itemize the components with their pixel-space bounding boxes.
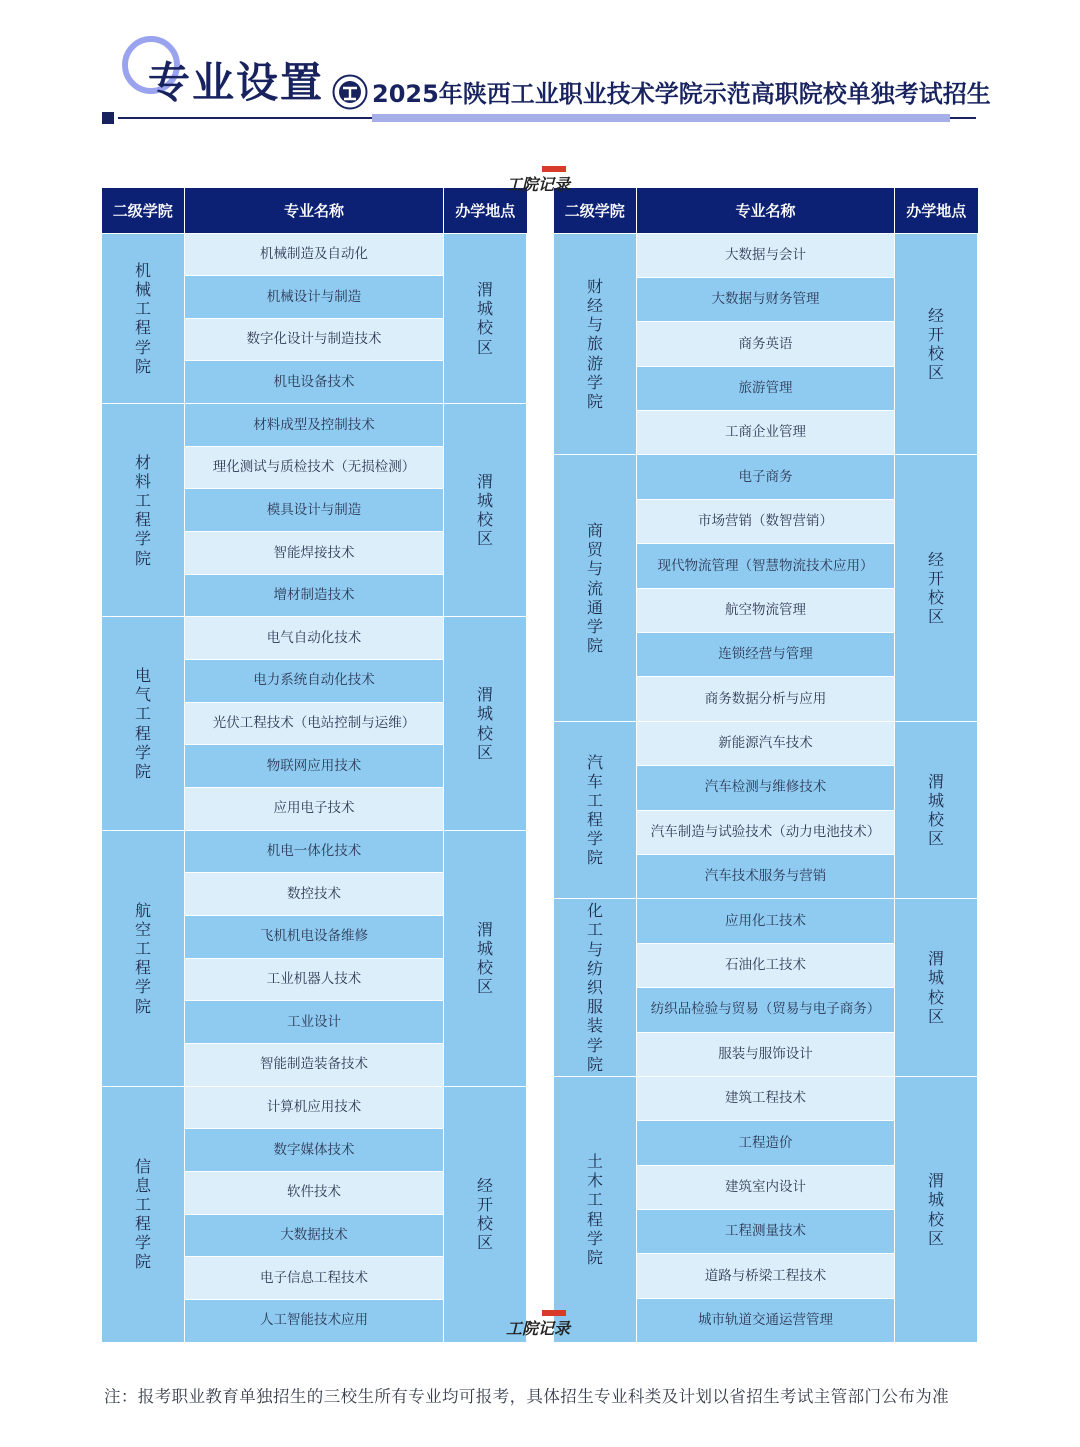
major-name: 大数据与会计 bbox=[637, 233, 895, 277]
table-row bbox=[554, 721, 978, 765]
major-name: 汽车制造与试验技术（动力电池技术） bbox=[637, 810, 895, 854]
header-square bbox=[102, 112, 114, 124]
major-name: 材料成型及控制技术 bbox=[185, 404, 444, 447]
table-header-row bbox=[102, 188, 527, 233]
major-name: 数控技术 bbox=[185, 873, 444, 916]
campus-name: 渭城校区 bbox=[895, 1076, 978, 1342]
major-name: 机械制造及自动化 bbox=[185, 233, 444, 276]
major-name: 数字媒体技术 bbox=[185, 1129, 444, 1172]
footnote: 注：报考职业教育单独招生的三校生所有专业均可报考，具体招生专业科类及计划以省招生考试主管部门公布为准 bbox=[104, 1387, 949, 1406]
major-name: 飞机机电设备维修 bbox=[185, 916, 444, 959]
major-name: 光伏工程技术（电站控制与运维） bbox=[185, 702, 444, 745]
column-header-campus: 办学地点 bbox=[895, 188, 978, 233]
table-row bbox=[554, 233, 978, 277]
major-name: 人工智能技术应用 bbox=[185, 1299, 444, 1342]
major-name: 服装与服饰设计 bbox=[637, 1032, 895, 1076]
college-name: 电气工程学院 bbox=[102, 617, 185, 830]
table-row bbox=[554, 455, 978, 499]
major-name: 旅游管理 bbox=[637, 366, 895, 410]
watermark-seal: 工院记录 bbox=[506, 166, 570, 200]
column-header-college: 二级学院 bbox=[554, 188, 637, 233]
campus-name: 经开校区 bbox=[444, 1086, 527, 1342]
table-row bbox=[554, 1076, 978, 1120]
college-name: 化工与纺织服装学院 bbox=[554, 899, 637, 1077]
major-name: 模具设计与制造 bbox=[185, 489, 444, 532]
major-name: 智能焊接技术 bbox=[185, 532, 444, 575]
major-name: 大数据与财务管理 bbox=[637, 277, 895, 321]
school-emblem-icon bbox=[332, 74, 368, 110]
major-name: 理化测试与质检技术（无损检测） bbox=[185, 446, 444, 489]
campus-name: 渭城校区 bbox=[895, 899, 978, 1077]
major-name: 电子信息工程技术 bbox=[185, 1257, 444, 1300]
page-title: 专业设置 bbox=[148, 58, 325, 107]
watermark-seal: 工院记录 bbox=[506, 1310, 570, 1344]
major-name: 计算机应用技术 bbox=[185, 1086, 444, 1129]
column-header-campus: 办学地点 bbox=[444, 188, 527, 233]
table-row bbox=[102, 830, 527, 873]
college-name: 汽车工程学院 bbox=[554, 721, 637, 899]
majors-table-left bbox=[101, 188, 527, 1343]
major-name: 城市轨道交通运营管理 bbox=[637, 1298, 895, 1342]
major-name: 应用电子技术 bbox=[185, 788, 444, 831]
major-name: 机电设备技术 bbox=[185, 361, 444, 404]
column-header-major: 专业名称 bbox=[185, 188, 444, 233]
major-name: 工业设计 bbox=[185, 1001, 444, 1044]
college-name: 财经与旅游学院 bbox=[554, 233, 637, 455]
major-name: 连锁经营与管理 bbox=[637, 633, 895, 677]
table-row bbox=[102, 617, 527, 660]
major-name: 建筑室内设计 bbox=[637, 1165, 895, 1209]
major-name: 汽车技术服务与营销 bbox=[637, 854, 895, 898]
table-row bbox=[102, 1086, 527, 1129]
major-name: 市场营销（数智营销） bbox=[637, 499, 895, 543]
major-name: 建筑工程技术 bbox=[637, 1076, 895, 1120]
major-name: 工商企业管理 bbox=[637, 411, 895, 455]
major-name: 商务数据分析与应用 bbox=[637, 677, 895, 721]
major-name: 数字化设计与制造技术 bbox=[185, 318, 444, 361]
column-header-major: 专业名称 bbox=[637, 188, 895, 233]
table-row bbox=[102, 233, 527, 276]
major-name: 新能源汽车技术 bbox=[637, 721, 895, 765]
major-name: 智能制造装备技术 bbox=[185, 1043, 444, 1086]
table-header-row bbox=[554, 188, 978, 233]
campus-name: 渭城校区 bbox=[444, 830, 527, 1086]
major-name: 增材制造技术 bbox=[185, 574, 444, 617]
page-subtitle: 2025年陕西工业职业技术学院示范高职院校单独考试招生 bbox=[372, 80, 991, 108]
major-name: 物联网应用技术 bbox=[185, 745, 444, 788]
major-name: 商务英语 bbox=[637, 322, 895, 366]
major-name: 工程造价 bbox=[637, 1121, 895, 1165]
college-name: 机械工程学院 bbox=[102, 233, 185, 404]
major-name: 道路与桥梁工程技术 bbox=[637, 1254, 895, 1298]
table-row bbox=[102, 404, 527, 447]
campus-name: 渭城校区 bbox=[444, 233, 527, 404]
major-name: 大数据技术 bbox=[185, 1214, 444, 1257]
major-name: 石油化工技术 bbox=[637, 943, 895, 987]
college-name: 航空工程学院 bbox=[102, 830, 185, 1086]
major-name: 机电一体化技术 bbox=[185, 830, 444, 873]
college-name: 材料工程学院 bbox=[102, 404, 185, 617]
campus-name: 渭城校区 bbox=[895, 721, 978, 899]
major-name: 软件技术 bbox=[185, 1171, 444, 1214]
majors-table-right bbox=[553, 188, 978, 1343]
college-name: 商贸与流通学院 bbox=[554, 455, 637, 721]
major-name: 电子商务 bbox=[637, 455, 895, 499]
major-name: 机械设计与制造 bbox=[185, 276, 444, 319]
campus-name: 渭城校区 bbox=[444, 404, 527, 617]
college-name: 信息工程学院 bbox=[102, 1086, 185, 1342]
major-name: 航空物流管理 bbox=[637, 588, 895, 632]
major-name: 现代物流管理（智慧物流技术应用） bbox=[637, 544, 895, 588]
header-accent-bar bbox=[372, 114, 950, 122]
major-name: 电气自动化技术 bbox=[185, 617, 444, 660]
major-name: 工程测量技术 bbox=[637, 1210, 895, 1254]
major-name: 工业机器人技术 bbox=[185, 958, 444, 1001]
table-row bbox=[554, 899, 978, 943]
campus-name: 经开校区 bbox=[895, 455, 978, 721]
major-name: 电力系统自动化技术 bbox=[185, 660, 444, 703]
major-name: 汽车检测与维修技术 bbox=[637, 766, 895, 810]
campus-name: 经开校区 bbox=[895, 233, 978, 455]
major-name: 纺织品检验与贸易（贸易与电子商务） bbox=[637, 988, 895, 1032]
college-name: 土木工程学院 bbox=[554, 1076, 637, 1342]
column-header-college: 二级学院 bbox=[102, 188, 185, 233]
major-name: 应用化工技术 bbox=[637, 899, 895, 943]
campus-name: 渭城校区 bbox=[444, 617, 527, 830]
